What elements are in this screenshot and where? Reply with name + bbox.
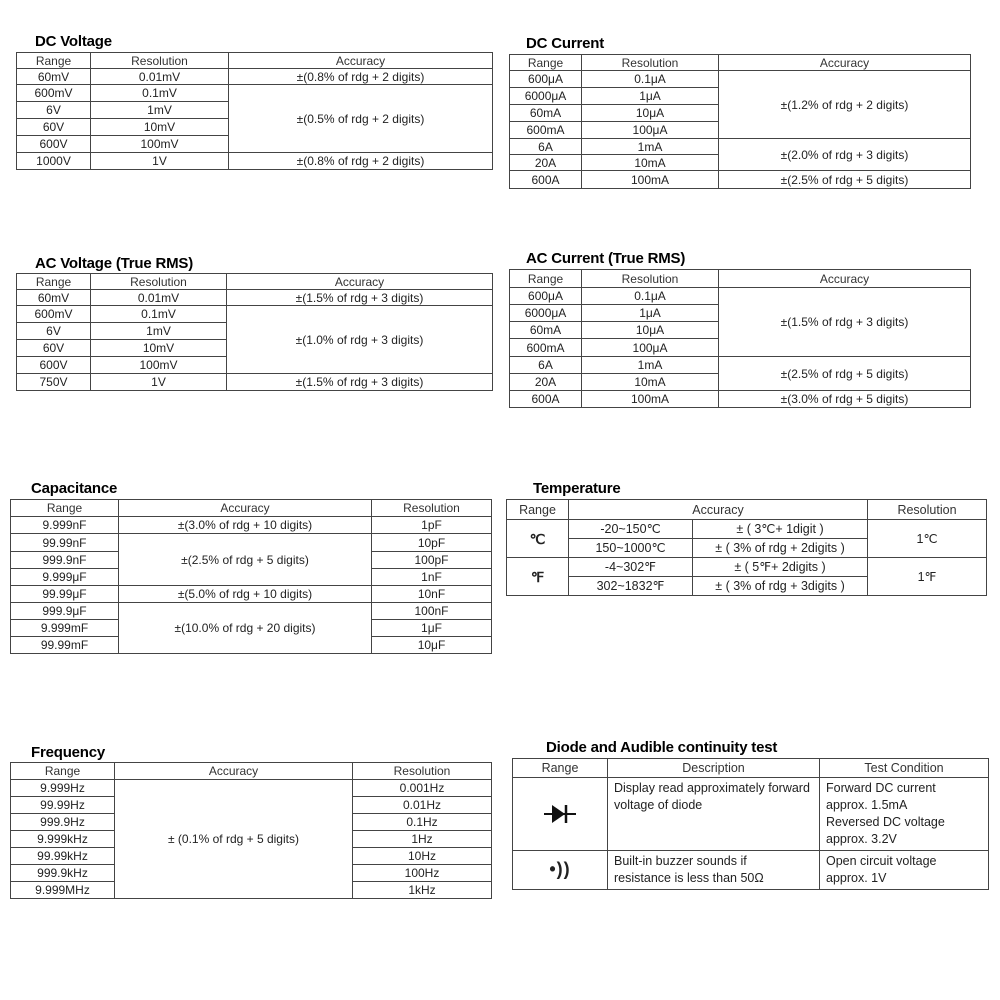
ac-voltage-table bbox=[16, 273, 493, 391]
resolution-cell: 0.1mV bbox=[91, 306, 227, 323]
range-cell: 600μA bbox=[510, 288, 582, 305]
range-cell: 6V bbox=[17, 323, 91, 340]
accuracy-cell: ±(2.0% of rdg + 3 digits) bbox=[719, 139, 971, 171]
condition-line: Reversed DC voltage bbox=[826, 815, 945, 829]
frequency-table bbox=[10, 762, 492, 899]
buzzer-test-condition bbox=[820, 851, 989, 890]
resolution-cell: 10mA bbox=[582, 155, 719, 171]
diode-table bbox=[512, 758, 989, 890]
range-cell: 600mA bbox=[510, 339, 582, 357]
header-accuracy: Accuracy bbox=[719, 55, 971, 71]
range-cell: 60mA bbox=[510, 322, 582, 339]
range-cell: 600V bbox=[17, 136, 91, 153]
header-range: Range bbox=[11, 500, 119, 517]
resolution-cell: 1℉ bbox=[868, 558, 987, 596]
header-description: Description bbox=[608, 759, 820, 778]
condition-line: Open circuit voltage bbox=[826, 854, 937, 868]
condition-line: approx. 1V bbox=[826, 871, 887, 885]
resolution-cell: 10μA bbox=[582, 105, 719, 122]
celsius-unit: ℃ bbox=[507, 520, 569, 558]
range-cell: 60mV bbox=[17, 290, 91, 306]
resolution-cell: 1mA bbox=[582, 139, 719, 155]
resolution-cell: 100Hz bbox=[353, 865, 492, 882]
range-cell: 600V bbox=[17, 357, 91, 374]
header-range: Range bbox=[17, 53, 91, 69]
header-resolution: Resolution bbox=[91, 274, 227, 290]
header-resolution: Resolution bbox=[372, 500, 492, 517]
capacitance-title: Capacitance bbox=[31, 480, 118, 497]
accuracy-cell: ±(1.0% of rdg + 3 digits) bbox=[227, 306, 493, 374]
accuracy-cell: ±(2.5% of rdg + 5 digits) bbox=[119, 534, 372, 586]
resolution-cell: 0.1mV bbox=[91, 85, 229, 102]
header-resolution: Resolution bbox=[868, 500, 987, 520]
resolution-cell: 1kHz bbox=[353, 882, 492, 899]
header-range: Range bbox=[11, 763, 115, 780]
resolution-cell: 10mV bbox=[91, 119, 229, 136]
range-cell: 9.999kHz bbox=[11, 831, 115, 848]
range-cell: 9.999MHz bbox=[11, 882, 115, 899]
resolution-cell: 0.1Hz bbox=[353, 814, 492, 831]
accuracy-cell: ±(0.8% of rdg + 2 digits) bbox=[229, 69, 493, 85]
range-cell: 60V bbox=[17, 119, 91, 136]
dc-current-table bbox=[509, 54, 971, 189]
resolution-cell: 10μF bbox=[372, 637, 492, 654]
range-cell: 60mV bbox=[17, 69, 91, 85]
range-cell: 9.999nF bbox=[11, 517, 119, 534]
header-range: Range bbox=[510, 55, 582, 71]
range-cell: 99.99mF bbox=[11, 637, 119, 654]
resolution-cell: 10mV bbox=[91, 340, 227, 357]
range-cell: 60mA bbox=[510, 105, 582, 122]
accuracy-cell: ± ( 3% of rdg + 2digits ) bbox=[693, 539, 868, 558]
resolution-cell: 10pF bbox=[372, 534, 492, 552]
resolution-cell: 100mV bbox=[91, 357, 227, 374]
range-cell: -4~302℉ bbox=[569, 558, 693, 577]
range-cell: -20~150℃ bbox=[569, 520, 693, 539]
range-cell: 150~1000℃ bbox=[569, 539, 693, 558]
resolution-cell: 100mA bbox=[582, 171, 719, 189]
resolution-cell: 1V bbox=[91, 374, 227, 391]
resolution-cell: 100μA bbox=[582, 339, 719, 357]
header-range: Range bbox=[513, 759, 608, 778]
range-cell: 999.9nF bbox=[11, 552, 119, 569]
diode-icon bbox=[513, 778, 608, 851]
header-resolution: Resolution bbox=[582, 270, 719, 288]
range-cell: 600A bbox=[510, 171, 582, 189]
header-resolution: Resolution bbox=[91, 53, 229, 69]
temperature-title: Temperature bbox=[533, 480, 621, 497]
description-line: resistance is less than 50Ω bbox=[614, 871, 764, 885]
resolution-cell: 1μA bbox=[582, 88, 719, 105]
resolution-cell: 100mV bbox=[91, 136, 229, 153]
range-cell: 20A bbox=[510, 155, 582, 171]
buzzer-description bbox=[608, 851, 820, 890]
accuracy-cell: ±(3.0% of rdg + 5 digits) bbox=[719, 391, 971, 408]
range-cell: 6V bbox=[17, 102, 91, 119]
ac-current-table bbox=[509, 269, 971, 408]
range-cell: 99.99nF bbox=[11, 534, 119, 552]
accuracy-cell: ±(2.5% of rdg + 5 digits) bbox=[719, 357, 971, 391]
resolution-cell: 1nF bbox=[372, 569, 492, 586]
ac-current-title: AC Current (True RMS) bbox=[526, 250, 686, 267]
range-cell: 600μA bbox=[510, 71, 582, 88]
condition-line: Forward DC current bbox=[826, 781, 936, 795]
resolution-cell: 1mA bbox=[582, 357, 719, 374]
dc-voltage-title: DC Voltage bbox=[35, 33, 112, 50]
accuracy-cell: ±(0.8% of rdg + 2 digits) bbox=[229, 153, 493, 170]
accuracy-cell: ±(1.5% of rdg + 3 digits) bbox=[719, 288, 971, 357]
header-resolution: Resolution bbox=[353, 763, 492, 780]
header-accuracy: Accuracy bbox=[719, 270, 971, 288]
fahrenheit-unit: ℉ bbox=[507, 558, 569, 596]
diode-title: Diode and Audible continuity test bbox=[546, 739, 778, 756]
range-cell: 9.999μF bbox=[11, 569, 119, 586]
accuracy-cell: ±(1.5% of rdg + 3 digits) bbox=[227, 374, 493, 391]
header-accuracy: Accuracy bbox=[119, 500, 372, 517]
accuracy-cell: ±(0.5% of rdg + 2 digits) bbox=[229, 85, 493, 153]
accuracy-cell: ± (0.1% of rdg + 5 digits) bbox=[115, 780, 353, 899]
resolution-cell: 0.1μA bbox=[582, 71, 719, 88]
accuracy-cell: ±(2.5% of rdg + 5 digits) bbox=[719, 171, 971, 189]
range-cell: 9.999Hz bbox=[11, 780, 115, 797]
resolution-cell: 1mV bbox=[91, 323, 227, 340]
range-cell: 99.99μF bbox=[11, 586, 119, 603]
diode-description: Display read approximately forward voltage of diode bbox=[608, 778, 820, 851]
header-range: Range bbox=[510, 270, 582, 288]
range-cell: 6A bbox=[510, 357, 582, 374]
resolution-cell: 0.01Hz bbox=[353, 797, 492, 814]
resolution-cell: 1V bbox=[91, 153, 229, 170]
range-cell: 600mV bbox=[17, 306, 91, 323]
accuracy-cell: ±(5.0% of rdg + 10 digits) bbox=[119, 586, 372, 603]
capacitance-table bbox=[10, 499, 492, 654]
range-cell: 6000μA bbox=[510, 88, 582, 105]
range-cell: 999.9Hz bbox=[11, 814, 115, 831]
buzzer-glyph: •)) bbox=[549, 859, 571, 879]
range-cell: 600mA bbox=[510, 122, 582, 139]
range-cell: 750V bbox=[17, 374, 91, 391]
ac-voltage-title: AC Voltage (True RMS) bbox=[35, 255, 194, 272]
header-accuracy: Accuracy bbox=[227, 274, 493, 290]
range-cell: 6000μA bbox=[510, 305, 582, 322]
condition-line: approx. 1.5mA bbox=[826, 798, 908, 812]
resolution-cell: 10μA bbox=[582, 322, 719, 339]
range-cell: 999.9kHz bbox=[11, 865, 115, 882]
resolution-cell: 1μF bbox=[372, 620, 492, 637]
header-range: Range bbox=[17, 274, 91, 290]
accuracy-cell: ± ( 3% of rdg + 3digits ) bbox=[693, 577, 868, 596]
frequency-title: Frequency bbox=[31, 744, 106, 761]
header-range: Range bbox=[507, 500, 569, 520]
range-cell: 1000V bbox=[17, 153, 91, 170]
resolution-cell: 1Hz bbox=[353, 831, 492, 848]
resolution-cell: 100nF bbox=[372, 603, 492, 620]
buzzer-icon bbox=[513, 851, 608, 890]
range-cell: 302~1832℉ bbox=[569, 577, 693, 596]
condition-line: approx. 3.2V bbox=[826, 832, 897, 846]
resolution-cell: 0.01mV bbox=[91, 290, 227, 306]
accuracy-cell: ±(1.5% of rdg + 3 digits) bbox=[227, 290, 493, 306]
resolution-cell: 1μA bbox=[582, 305, 719, 322]
range-cell: 600mV bbox=[17, 85, 91, 102]
header-accuracy: Accuracy bbox=[229, 53, 493, 69]
resolution-cell: 10mA bbox=[582, 374, 719, 391]
temperature-table bbox=[506, 499, 987, 596]
dc-voltage-table bbox=[16, 52, 493, 170]
header-resolution: Resolution bbox=[582, 55, 719, 71]
resolution-cell: 0.001Hz bbox=[353, 780, 492, 797]
header-accuracy: Accuracy bbox=[115, 763, 353, 780]
range-cell: 99.99Hz bbox=[11, 797, 115, 814]
accuracy-cell: ±(1.2% of rdg + 2 digits) bbox=[719, 71, 971, 139]
range-cell: 20A bbox=[510, 374, 582, 391]
resolution-cell: 1℃ bbox=[868, 520, 987, 558]
resolution-cell: 0.1μA bbox=[582, 288, 719, 305]
range-cell: 60V bbox=[17, 340, 91, 357]
accuracy-cell: ±(3.0% of rdg + 10 digits) bbox=[119, 517, 372, 534]
resolution-cell: 0.01mV bbox=[91, 69, 229, 85]
accuracy-cell: ±(10.0% of rdg + 20 digits) bbox=[119, 603, 372, 654]
range-cell: 6A bbox=[510, 139, 582, 155]
range-cell: 999.9μF bbox=[11, 603, 119, 620]
description-line: Built-in buzzer sounds if bbox=[614, 854, 747, 868]
range-cell: 9.999mF bbox=[11, 620, 119, 637]
resolution-cell: 10nF bbox=[372, 586, 492, 603]
resolution-cell: 1mV bbox=[91, 102, 229, 119]
range-cell: 600A bbox=[510, 391, 582, 408]
accuracy-cell: ± ( 5℉+ 2digits ) bbox=[693, 558, 868, 577]
resolution-cell: 100pF bbox=[372, 552, 492, 569]
range-cell: 99.99kHz bbox=[11, 848, 115, 865]
resolution-cell: 1pF bbox=[372, 517, 492, 534]
header-accuracy: Accuracy bbox=[569, 500, 868, 520]
diode-test-condition bbox=[820, 778, 989, 851]
resolution-cell: 100μA bbox=[582, 122, 719, 139]
resolution-cell: 10Hz bbox=[353, 848, 492, 865]
dc-current-title: DC Current bbox=[526, 35, 605, 52]
resolution-cell: 100mA bbox=[582, 391, 719, 408]
header-test-condition: Test Condition bbox=[820, 759, 989, 778]
accuracy-cell: ± ( 3℃+ 1digit ) bbox=[693, 520, 868, 539]
